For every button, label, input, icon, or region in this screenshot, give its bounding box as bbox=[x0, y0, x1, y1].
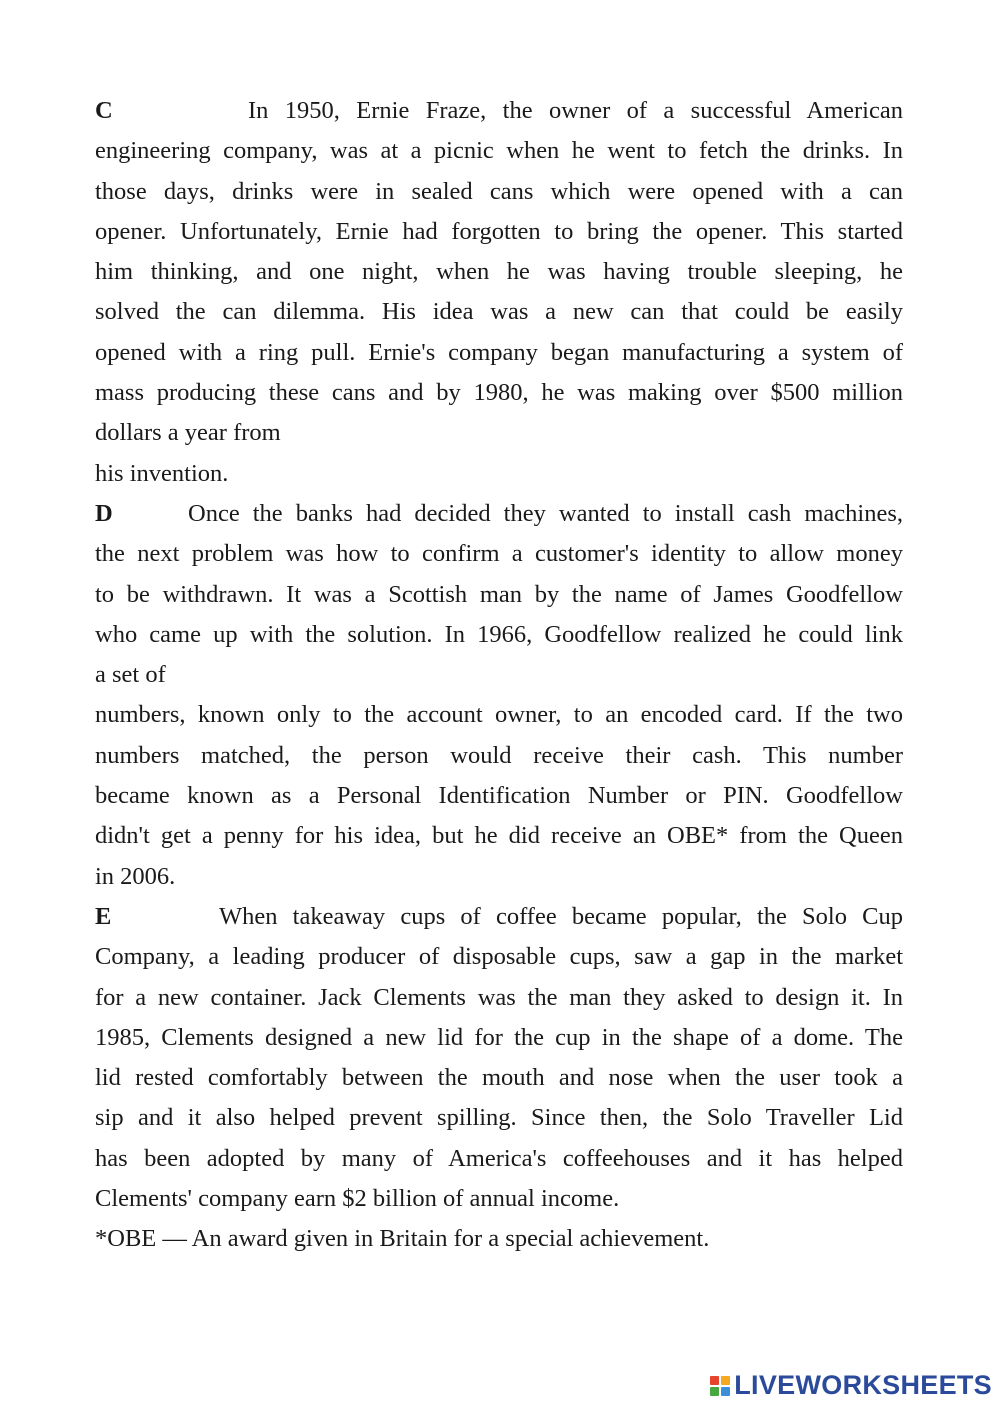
line: Company, a leading producer of disposable cups, saw a gap in the market bbox=[95, 943, 903, 971]
line: Clements' company earn $2 billion of annual income. bbox=[95, 1185, 620, 1213]
section-letter: D bbox=[95, 499, 113, 527]
line: a set of bbox=[95, 661, 166, 689]
section-letter: E bbox=[95, 902, 112, 930]
logo-grid-icon bbox=[710, 1376, 730, 1396]
line: opener. Unfortunately, Ernie had forgotten to bring the opener. This started bbox=[95, 217, 903, 245]
line: his invention. bbox=[95, 459, 229, 487]
section-c bbox=[95, 91, 903, 494]
line: him thinking, and one night, when he was having trouble sleeping, he bbox=[95, 258, 903, 286]
line: those days, drinks were in sealed cans which were opened with a can bbox=[95, 177, 903, 205]
line: 1985, Clements designed a new lid for the cup in the shape of a dome. The bbox=[95, 1023, 903, 1051]
line: sip and it also helped prevent spilling. Since then, the Solo Traveller Lid bbox=[95, 1104, 903, 1132]
liveworksheets-logo[interactable] bbox=[710, 1370, 992, 1401]
section-d bbox=[95, 494, 903, 897]
footnote: *OBE — An award given in Britain for a special achievement. bbox=[95, 1225, 710, 1253]
line: D Once the banks had decided they wanted to install cash machines, bbox=[95, 494, 903, 534]
line: for a new container. Jack Clements was the man they asked to design it. In bbox=[95, 983, 903, 1011]
brand-name: LIVEWORKSHEETS bbox=[734, 1370, 992, 1400]
line: opened with a ring pull. Ernie's company began manufacturing a system of bbox=[95, 338, 903, 366]
line: the next problem was how to confirm a customer's identity to allow money bbox=[95, 540, 903, 568]
logo-square bbox=[721, 1376, 730, 1385]
line: engineering company, was at a picnic when he went to fetch the drinks. In bbox=[95, 137, 903, 165]
line: didn't get a penny for his idea, but he did receive an OBE* from the Queen bbox=[95, 822, 903, 850]
logo-square bbox=[710, 1376, 719, 1385]
line: to be withdrawn. It was a Scottish man by the name of James Goodfellow bbox=[95, 580, 903, 608]
section-e bbox=[95, 897, 903, 1219]
section-letter: C bbox=[95, 97, 113, 124]
line: has been adopted by many of America's coffeehouses and it has helped bbox=[95, 1144, 903, 1172]
line: became known as a Personal Identification Number or PIN. Goodfellow bbox=[95, 782, 903, 810]
logo-square bbox=[710, 1387, 719, 1396]
line: in 2006. bbox=[95, 862, 176, 890]
line: E When takeaway cups of coffee became popular, the Solo Cup bbox=[95, 897, 903, 937]
line: who came up with the solution. In 1966, Goodfellow realized he could link bbox=[95, 620, 903, 648]
line: dollars a year from bbox=[95, 419, 281, 447]
line: numbers matched, the person would receive their cash. This number bbox=[95, 741, 903, 769]
line: solved the can dilemma. His idea was a new can that could be easily bbox=[95, 298, 903, 326]
document-body bbox=[95, 91, 903, 1260]
line: C In 1950, Ernie Fraze, the owner of a successful American bbox=[95, 91, 903, 131]
logo-square bbox=[721, 1387, 730, 1396]
line: numbers, known only to the account owner, to an encoded card. If the two bbox=[95, 701, 903, 729]
line: mass producing these cans and by 1980, he was making over $500 million bbox=[95, 379, 903, 407]
line: lid rested comfortably between the mouth and nose when the user took a bbox=[95, 1064, 903, 1092]
